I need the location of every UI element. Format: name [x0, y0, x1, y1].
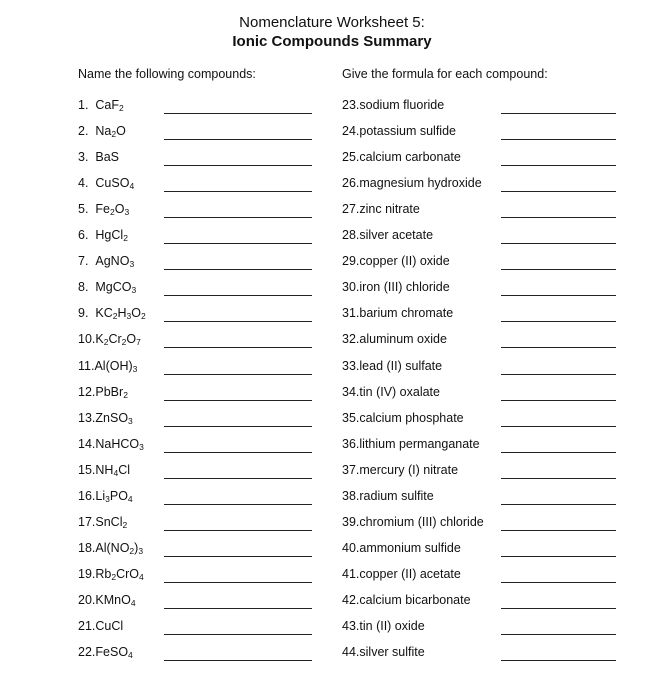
- item-number: 16.: [78, 488, 96, 503]
- answer-blank[interactable]: [501, 113, 616, 114]
- item-number: 30.: [342, 280, 360, 295]
- compound-name: [342, 359, 442, 373]
- item-number: 27.: [342, 202, 360, 217]
- formula-text: SnCl$_2$: [95, 514, 128, 530]
- item-number: 3.: [78, 150, 89, 165]
- item-number: 28.: [342, 228, 360, 243]
- formula-text: $K_2Cr_2O_7$: [95, 332, 141, 348]
- left-column-heading: Name the following compounds:: [78, 67, 256, 81]
- name-text: mercury (I) nitrate: [359, 462, 459, 477]
- item-number: 44.: [342, 645, 360, 660]
- name-text: silver acetate: [359, 228, 434, 243]
- formula-text: $NH_4Cl$: [95, 462, 130, 478]
- answer-blank[interactable]: [501, 504, 616, 505]
- item-number: 5.: [78, 202, 89, 217]
- formula-text: CuCl: [95, 619, 124, 633]
- formula-text: PbBr$_2$: [95, 384, 128, 400]
- formula-text: $Al(NO_2)_3$: [95, 540, 144, 556]
- answer-blank[interactable]: [501, 426, 616, 427]
- name-text: zinc nitrate: [359, 202, 420, 217]
- compound-name: [342, 463, 458, 477]
- formula-compound-item: [0, 352, 664, 378]
- item-number: 42.: [342, 592, 360, 607]
- formula-text: KMnO$_4$: [95, 592, 136, 608]
- name-text: calcium carbonate: [359, 150, 461, 165]
- formula-text: CuSO$_4$: [95, 176, 135, 192]
- compound-name: [342, 541, 461, 555]
- formula-compound-item: [0, 430, 664, 456]
- formula-compound-item: [0, 456, 664, 482]
- name-text: potassium sulfide: [359, 124, 456, 139]
- formula-compound-item: [0, 612, 664, 638]
- item-number: 14.: [78, 436, 96, 451]
- name-text: sodium fluoride: [359, 98, 445, 112]
- answer-blank[interactable]: [501, 478, 616, 479]
- name-text: iron (III) chloride: [359, 280, 450, 295]
- formula-compound-item: [0, 221, 664, 247]
- formula-text: HgCl$_2$: [95, 228, 128, 244]
- item-number: 18.: [78, 540, 96, 555]
- item-number: 13.: [78, 410, 96, 425]
- formula-compound-item: [0, 195, 664, 221]
- item-number: 38.: [342, 488, 360, 503]
- compound-name: [342, 593, 471, 607]
- item-number: 12.: [78, 384, 96, 399]
- formula-compound-item: [0, 299, 664, 325]
- formula-text: CaF$_2$: [95, 98, 124, 113]
- item-number: 34.: [342, 384, 360, 399]
- item-number: 36.: [342, 436, 360, 451]
- formula-compound-item: [0, 404, 664, 430]
- formula-text: AgNO$_3$: [95, 254, 135, 270]
- formula-compound-item: [0, 560, 664, 586]
- compound-name: [342, 124, 456, 138]
- formula-compound-item: [0, 169, 664, 195]
- answer-blank[interactable]: [501, 400, 616, 401]
- right-column-heading: Give the formula for each compound:: [342, 67, 548, 81]
- item-number: 9.: [78, 306, 89, 321]
- formula-compound-item: [0, 117, 664, 143]
- answer-blank[interactable]: [501, 139, 616, 140]
- item-number: 41.: [342, 566, 360, 581]
- name-text: aluminum oxide: [359, 332, 447, 347]
- name-text: lead (II) sulfate: [359, 358, 443, 373]
- item-number: 35.: [342, 410, 360, 425]
- answer-blank[interactable]: [501, 452, 616, 453]
- name-text: magnesium hydroxide: [359, 176, 482, 191]
- compound-name: [342, 515, 484, 529]
- item-number: 2.: [78, 124, 89, 139]
- item-number: 4.: [78, 176, 89, 191]
- name-text: calcium bicarbonate: [359, 592, 471, 607]
- answer-blank[interactable]: [501, 347, 616, 348]
- answer-blank[interactable]: [501, 660, 616, 661]
- answer-blank[interactable]: [501, 321, 616, 322]
- formula-compound-item: [0, 534, 664, 560]
- item-number: 1.: [78, 98, 89, 112]
- name-text: tin (IV) oxalate: [359, 384, 440, 399]
- answer-blank[interactable]: [501, 191, 616, 192]
- answer-blank[interactable]: [501, 530, 616, 531]
- formula-text: ZnSO$_3$: [95, 410, 133, 426]
- item-number: 6.: [78, 228, 89, 243]
- item-number: 19.: [78, 566, 96, 581]
- formula-compound-item: [0, 273, 664, 299]
- name-text: copper (II) acetate: [359, 566, 461, 581]
- formula-text: FeSO$_4$: [95, 645, 133, 661]
- answer-blank[interactable]: [501, 374, 616, 375]
- name-text: lithium permanganate: [359, 436, 480, 451]
- formula-text: $KC_2H_3O_2$: [95, 306, 146, 322]
- answer-blank[interactable]: [501, 243, 616, 244]
- item-number: 10.: [78, 332, 96, 347]
- formula-text: $Li_3PO_4$: [95, 488, 133, 504]
- item-number: 20.: [78, 592, 96, 607]
- formula-compound-item: [0, 586, 664, 612]
- item-number: 26.: [342, 176, 360, 191]
- formula-compound-item: [0, 482, 664, 508]
- formula-compound-item: [0, 325, 664, 351]
- compound-name: [342, 437, 480, 451]
- item-number: 43.: [342, 619, 360, 633]
- answer-blank[interactable]: [501, 295, 616, 296]
- item-number: 40.: [342, 540, 360, 555]
- formula-text: BaS: [95, 150, 120, 165]
- formula-compound-item: [0, 508, 664, 534]
- formula-compound-item: [0, 247, 664, 273]
- compound-name: [342, 176, 482, 190]
- item-number: 8.: [78, 280, 89, 295]
- compound-name: [342, 619, 425, 633]
- worksheet-subtitle: Ionic Compounds Summary: [232, 33, 432, 50]
- answer-blank[interactable]: [501, 556, 616, 557]
- name-text: chromium (III) chloride: [359, 514, 484, 529]
- name-text: barium chromate: [359, 306, 454, 321]
- compound-name: [342, 202, 420, 216]
- worksheet-title: Nomenclature Worksheet 5:: [239, 14, 425, 31]
- answer-blank[interactable]: [501, 608, 616, 609]
- item-number: 15.: [78, 462, 96, 477]
- answer-blank[interactable]: [501, 165, 616, 166]
- compound-name: [342, 332, 447, 346]
- item-number: 21.: [78, 619, 96, 633]
- compound-name: [342, 385, 440, 399]
- answer-blank[interactable]: [501, 634, 616, 635]
- answer-blank[interactable]: [501, 582, 616, 583]
- item-number: 25.: [342, 150, 360, 165]
- formula-text: $Rb_2CrO_4$: [95, 566, 144, 582]
- formula-text: $Na_2O$: [95, 124, 126, 140]
- name-text: tin (II) oxide: [359, 619, 425, 633]
- name-text: radium sulfite: [359, 488, 434, 503]
- item-number: 17.: [78, 514, 96, 529]
- item-number: 31.: [342, 306, 360, 321]
- item-number: 22.: [78, 645, 96, 660]
- formula-text: $Al(OH)_3$: [94, 358, 138, 374]
- item-number: 24.: [342, 124, 360, 139]
- formula-compound-item: [0, 638, 664, 664]
- name-text: copper (II) oxide: [359, 254, 450, 269]
- name-text: calcium phosphate: [359, 410, 464, 425]
- item-number: 37.: [342, 462, 360, 477]
- formula-text: MgCO$_3$: [95, 280, 137, 296]
- formula-compound-item: [0, 143, 664, 169]
- compound-name: [342, 254, 450, 268]
- answer-blank[interactable]: [501, 269, 616, 270]
- name-text: silver sulfite: [359, 645, 425, 660]
- formula-compound-item: [0, 91, 664, 117]
- compound-name: [342, 645, 425, 659]
- compound-name: [342, 150, 461, 164]
- answer-blank[interactable]: [501, 217, 616, 218]
- compound-name: [342, 411, 464, 425]
- compound-name: [342, 306, 453, 320]
- compound-name: [342, 567, 461, 581]
- formula-text: $Fe_2O_3$: [95, 202, 130, 218]
- item-number: 23.: [342, 98, 360, 112]
- item-number: 32.: [342, 332, 360, 347]
- item-number: 33.: [342, 358, 360, 373]
- item-number: 7.: [78, 254, 89, 269]
- compound-name: [342, 98, 444, 112]
- name-text: ammonium sulfide: [359, 540, 461, 555]
- item-number: 11.: [78, 358, 95, 373]
- item-number: 39.: [342, 514, 360, 529]
- compound-name: [342, 228, 433, 242]
- formula-compound-item: [0, 378, 664, 404]
- compound-name: [342, 489, 434, 503]
- compound-name: [342, 280, 450, 294]
- formula-text: NaHCO$_3$: [95, 436, 144, 452]
- item-number: 29.: [342, 254, 360, 269]
